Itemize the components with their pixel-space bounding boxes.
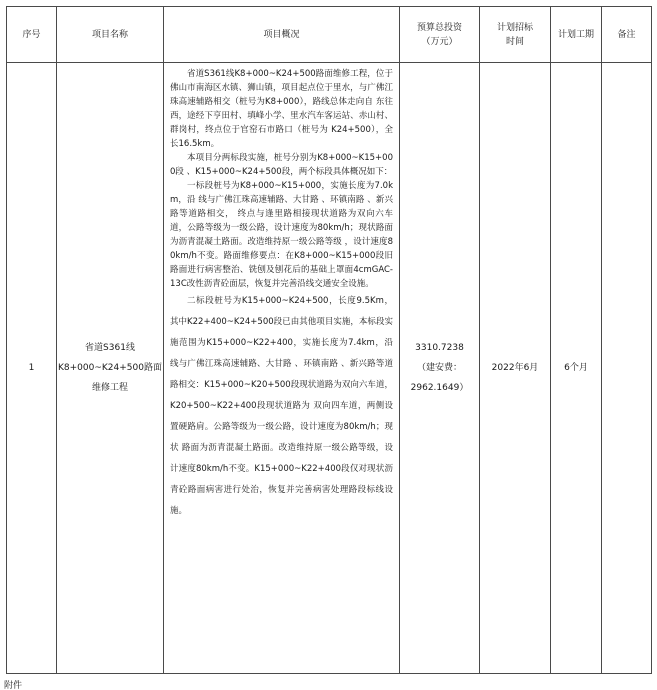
table-row: [7, 63, 652, 674]
header-project-name: 项目名称: [57, 7, 164, 63]
project-name-line1: 省道S361线: [85, 343, 135, 353]
header-budget-line1: 预算总投资: [416, 22, 462, 33]
overview-paragraph-4: 二标段桩号为K15+000~K24+500，长度9.5Km，其中K22+400~K24+500段已由其他项目实施，本标段实施范围为K15+000~K22+400，实施长度为7.4km，沿线与广佛江珠高速辅路、大甘路 、环镇南路 、新兴路等道路相交：K15+000~K20+500段现状道路为双向六车道，K20+500~K22+400段现状道路为 双向四车道，两侧设置硬路肩。公路等级为一级公路，设计速度为80km/h；现状 路面为沥青混凝土路面。改造维持原一级公路等级，设计速度80km/h不变。K15+000~K22+400段仅对现状沥青砼路面病害进行处治，恢复并完善病害处理路段标线设施。: [170, 296, 393, 516]
cell-remarks: [602, 63, 652, 674]
cell-duration: 6个月: [551, 63, 602, 674]
cell-tender-time: 2022年6月: [480, 63, 551, 674]
project-name-line3: 维修工程: [91, 383, 128, 393]
footer-note: 附件: [4, 681, 23, 690]
cell-seq: 1: [7, 63, 57, 674]
table-header-row: [7, 7, 652, 63]
header-budget: [400, 7, 480, 63]
overview-paragraph-3: 一标段桩号为K8+000~K15+000，实施长度为7.0km，沿 线与广佛江珠高速辅路、大甘路 、环镇南路 、新兴路等道路相交， 终点与逢里路相接现状道路为双向六车道，公路等级为一级公路，设计速度为80km/h；现状路面为沥青混凝土路面。改造维持原一级公路等级 ，设计速度80km/h不变。路面维修要点：在K8+000~K15+000段旧路面进行病害整治、铣刨及刨花后的基础上罩面4cmGAC-13C改性沥青砼面层，恢复并完善沿线交通安全设施。: [170, 181, 393, 289]
header-budget-line2: （万元）: [421, 36, 458, 47]
header-remarks: 备注: [602, 7, 652, 63]
header-duration: 计划工期: [551, 7, 602, 63]
project-table: [6, 6, 652, 674]
header-tender-time: [480, 7, 551, 63]
budget-total: 3310.7238: [415, 343, 464, 353]
cell-budget: [400, 63, 480, 674]
cell-project-overview: [164, 63, 400, 674]
budget-construction: （建安费：2962.1649）: [410, 363, 469, 393]
header-tender-line2: 时间: [505, 36, 524, 47]
project-name-line2: K8+000~K24+500路面: [58, 363, 162, 373]
overview-paragraph-2: 本项目分两标段实施，桩号分别为K8+000~K15+000段 、K15+000~K24+500段，两个标段具体概况如下：: [170, 153, 393, 177]
header-project-overview: 项目概况: [164, 7, 400, 63]
header-tender-line1: 计划招标: [496, 22, 533, 33]
header-seq: 序号: [7, 7, 57, 63]
overview-paragraph-1: 省道S361线K8+000~K24+500路面维修工程，位于佛山市南海区水镇、狮山镇，项目起点位于里水，与广佛江珠高速辅路相交（桩号为K8+000），路线总体走向自 东往西，途经下亨田村、填峰小学、里水汽车客运站、赤山村、群岗村，终点位于官窑石市路口（桩号为 K24+500），全长16.5km。: [170, 69, 393, 149]
cell-project-name: [57, 63, 164, 674]
